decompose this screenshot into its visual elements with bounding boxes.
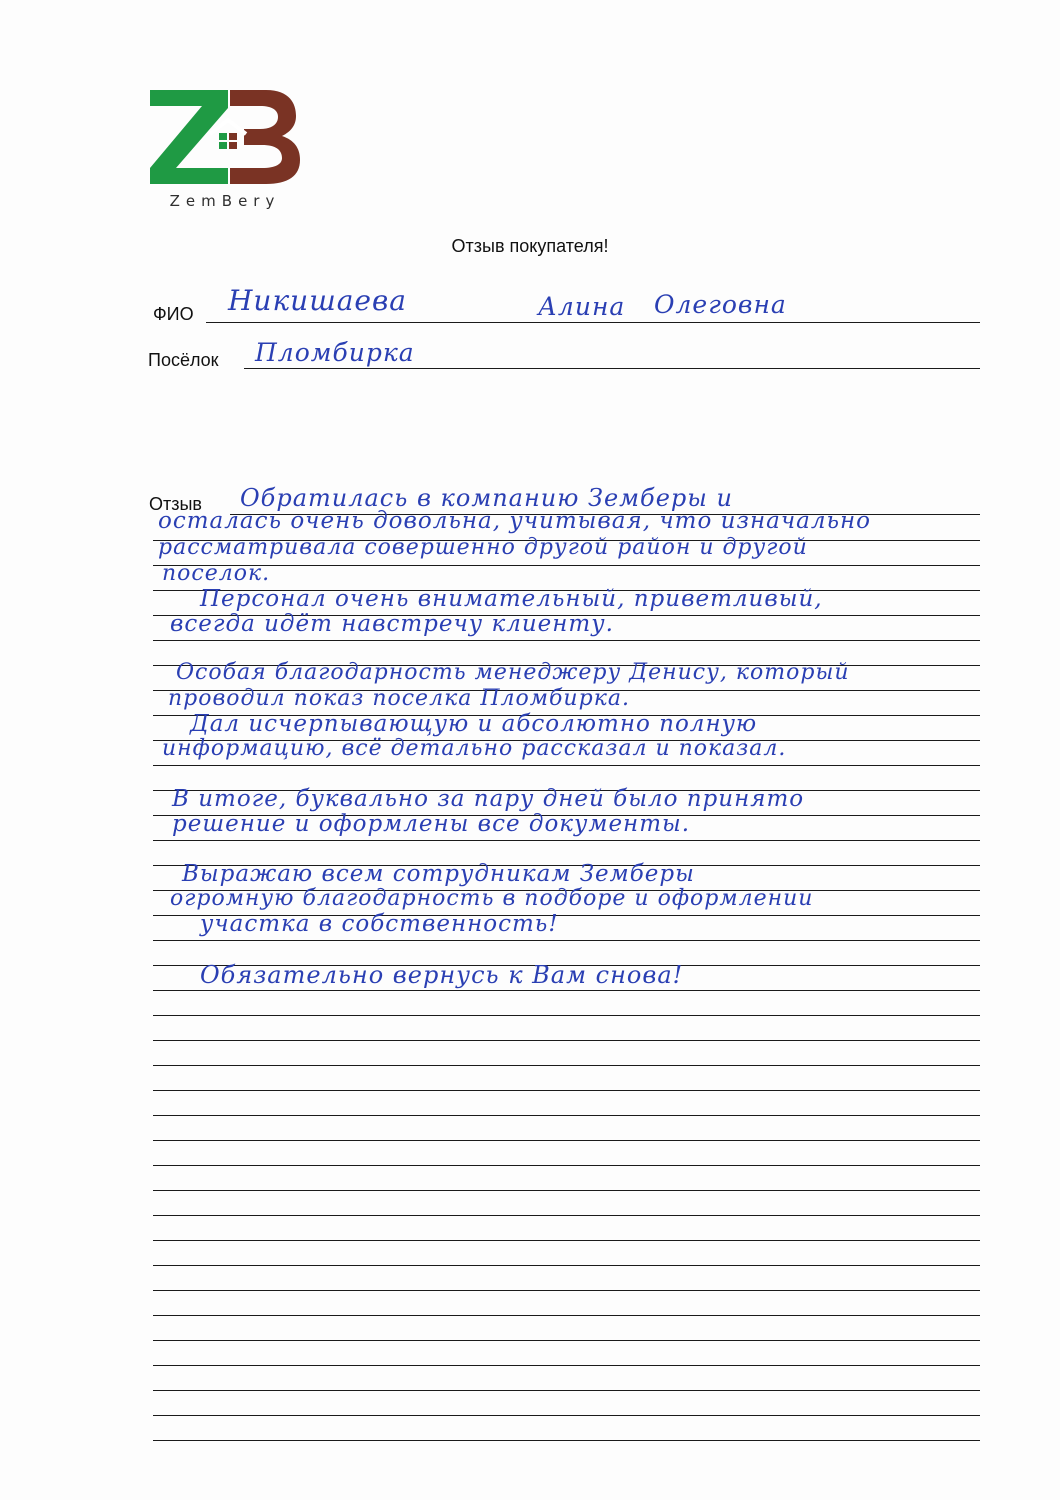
review-line: информацию, всё детально рассказал и показал. — [162, 736, 787, 761]
ruled-line — [153, 1090, 980, 1091]
ruled-line — [153, 1040, 980, 1041]
logo-brand-name: ZemBery — [169, 192, 281, 210]
fio-name: Алина — [538, 292, 626, 321]
ruled-line — [153, 1390, 980, 1391]
fio-patronymic: Олеговна — [654, 290, 787, 319]
ruled-line — [153, 1165, 980, 1166]
ruled-line — [153, 1340, 980, 1341]
ruled-line — [153, 1015, 980, 1016]
ruled-line — [153, 565, 980, 566]
ruled-line — [153, 640, 980, 641]
ruled-line — [153, 990, 980, 991]
review-label: Отзыв — [149, 494, 202, 514]
review-line: огромную благодарность в подборе и оформлении — [170, 886, 814, 911]
ruled-line — [153, 1440, 980, 1441]
review-line: поселок. — [162, 561, 271, 586]
review-line: проводил показ поселка Пломбирка. — [168, 686, 630, 711]
ruled-line — [153, 1240, 980, 1241]
review-line: В итоге, буквально за пару дней было принято — [172, 786, 805, 812]
village-value: Пломбирка — [255, 338, 415, 367]
ruled-line — [153, 1215, 980, 1216]
review-line: Обязательно вернусь к Вам снова! — [200, 961, 684, 989]
fio-surname: Никишаева — [228, 284, 407, 317]
ruled-line — [153, 765, 980, 766]
zembery-logo — [148, 88, 302, 214]
ruled-line — [153, 1065, 980, 1066]
ruled-line — [153, 1115, 980, 1116]
ruled-line — [153, 1140, 980, 1141]
review-line: всегда идёт навстречу клиенту. — [170, 611, 614, 637]
fio-label: ФИО — [153, 304, 194, 324]
review-line: Обратилась в компанию Земберы и — [240, 484, 733, 512]
zembery-logo-mark — [148, 88, 302, 188]
fio-line — [206, 322, 980, 323]
review-line: Особая благодарность менеджеру Денису, который — [176, 660, 850, 685]
review-line: Выражаю всем сотрудникам Земберы — [182, 861, 695, 887]
ruled-line — [153, 840, 980, 841]
logo-z-shape — [150, 90, 228, 184]
review-line: рассматривала совершенно другой район и другой — [158, 535, 808, 560]
ruled-line — [153, 1415, 980, 1416]
ruled-line — [153, 1315, 980, 1316]
ruled-line — [153, 1265, 980, 1266]
review-line: Персонал очень внимательный, приветливый, — [200, 586, 823, 612]
review-line: участка в собственность! — [200, 911, 559, 937]
logo-b-shape — [230, 90, 300, 184]
village-line — [244, 368, 980, 369]
ruled-line — [153, 940, 980, 941]
ruled-line — [153, 1290, 980, 1291]
review-line: решение и оформлены все документы. — [172, 811, 691, 837]
ruled-line — [153, 1190, 980, 1191]
review-line: осталась очень довольна, учитывая, что изначально — [158, 508, 872, 534]
ruled-line — [153, 1365, 980, 1366]
logo-house-window — [219, 133, 237, 149]
review-line: Дал исчерпывающую и абсолютно полную — [190, 711, 758, 737]
village-label: Посёлок — [148, 350, 219, 370]
form-title: Отзыв покупателя! — [451, 236, 609, 256]
